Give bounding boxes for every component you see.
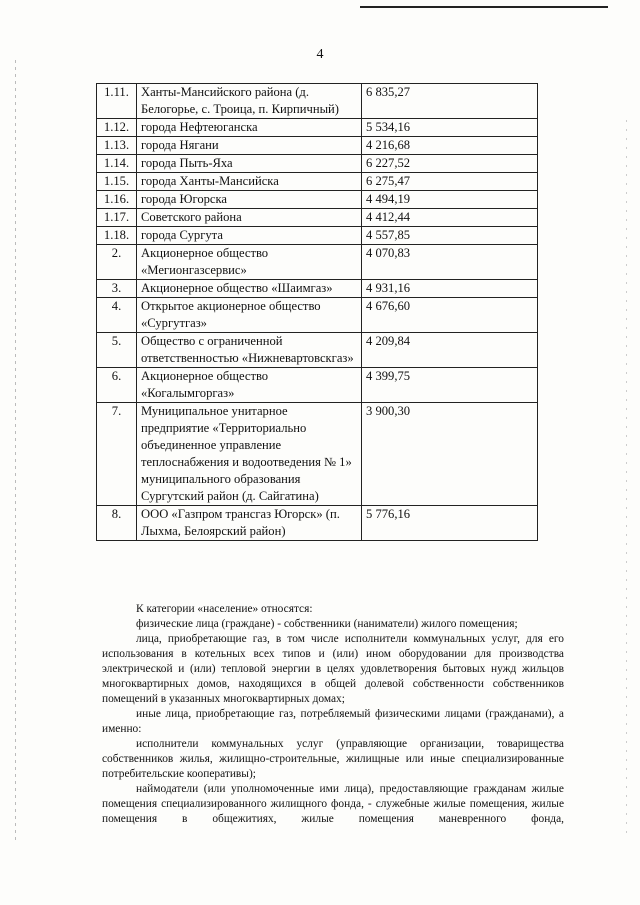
- row-number: 1.15.: [97, 173, 137, 191]
- supplier-name: Акционерное общество «Шаимгаз»: [137, 280, 362, 298]
- tariff-value: 6 835,27: [362, 84, 538, 119]
- paragraph-other-persons: иные лица, приобретающие газ, потребляемый физическими лицами (гражданами), а именно:: [102, 708, 564, 735]
- supplier-name: Акционерное общество «Когалымгоргаз»: [137, 368, 362, 403]
- supplier-name: города Ханты-Мансийска: [137, 173, 362, 191]
- supplier-name: Открытое акционерное общество «Сургутгаз»: [137, 298, 362, 333]
- supplier-name: ООО «Газпром трансгаз Югорск» (п. Лыхма, Белоярский район): [137, 506, 362, 541]
- paragraph-intro: К категории «население» относятся:: [136, 603, 313, 615]
- table-row: [97, 368, 538, 403]
- paragraph-utility-providers: исполнители коммунальных услуг (управляющие организации, товарищества собственников жилья, жилищно-строительные, жилищные или иные специализированные потребительские кооперативы);: [102, 738, 564, 780]
- supplier-name: города Пыть-Яха: [137, 155, 362, 173]
- table-row: [97, 506, 538, 541]
- row-number: 6.: [97, 368, 137, 403]
- row-number: 1.17.: [97, 209, 137, 227]
- tariff-value: 4 216,68: [362, 137, 538, 155]
- row-number: 1.12.: [97, 119, 137, 137]
- tariff-value: 4 557,85: [362, 227, 538, 245]
- supplier-name: Акционерное общество «Мегионгазсервис»: [137, 245, 362, 280]
- row-number: 8.: [97, 506, 137, 541]
- table-row: [97, 403, 538, 506]
- tariff-table: [96, 83, 538, 541]
- scan-edge: [626, 120, 627, 840]
- row-number: 4.: [97, 298, 137, 333]
- row-number: 1.14.: [97, 155, 137, 173]
- supplier-name: Ханты-Мансийского района (д. Белогорье, с. Троица, п. Кирпичный): [137, 84, 362, 119]
- table-row: [97, 84, 538, 119]
- table-row: [97, 298, 538, 333]
- supplier-name: города Нягани: [137, 137, 362, 155]
- tariff-value: 4 412,44: [362, 209, 538, 227]
- table-row: [97, 137, 538, 155]
- tariff-value: 4 494,19: [362, 191, 538, 209]
- supplier-name: города Нефтеюганска: [137, 119, 362, 137]
- table-row: [97, 245, 538, 280]
- table-row: [97, 227, 538, 245]
- definitions-text: [102, 602, 564, 827]
- tariff-value: 3 900,30: [362, 403, 538, 506]
- table-row: [97, 155, 538, 173]
- supplier-name: города Югорска: [137, 191, 362, 209]
- supplier-name: Советского района: [137, 209, 362, 227]
- table-row: [97, 173, 538, 191]
- row-number: 1.16.: [97, 191, 137, 209]
- table-row: [97, 209, 538, 227]
- row-number: 7.: [97, 403, 137, 506]
- top-rule: [360, 6, 608, 8]
- paragraph-gas-buyers: лица, приобретающие газ, в том числе исполнители коммунальных услуг, для его использования в котельных всех типов и (или) ином оборудовании для производства электрической и (или) тепловой энергии в целях удовлетворения бытовых нужд жильцов многоквартирных домов, находящихся в общей долевой собственности собственников помещений в указанных многоквартирных домах;: [102, 633, 564, 705]
- tariff-value: 4 399,75: [362, 368, 538, 403]
- row-number: 1.11.: [97, 84, 137, 119]
- row-number: 1.13.: [97, 137, 137, 155]
- tariff-value: 4 931,16: [362, 280, 538, 298]
- row-number: 2.: [97, 245, 137, 280]
- tariff-value: 4 676,60: [362, 298, 538, 333]
- table-row: [97, 191, 538, 209]
- row-number: 5.: [97, 333, 137, 368]
- page-number: 4: [316, 47, 324, 62]
- row-number: 1.18.: [97, 227, 137, 245]
- paragraph-individuals: физические лица (граждане) - собственники (наниматели) жилого помещения;: [136, 618, 518, 630]
- table-row: [97, 280, 538, 298]
- tariff-value: 5 776,16: [362, 506, 538, 541]
- supplier-name: города Сургута: [137, 227, 362, 245]
- binding-edge: [15, 60, 16, 840]
- paragraph-landlords: наймодатели (или уполномоченные ими лица), предоставляющие гражданам жилые помещения специализированного жилищного фонда, - служебные жилые помещения, жилые помещения в общежитиях, жилые помещения маневренного фонда,: [102, 783, 564, 825]
- table-row: [97, 119, 538, 137]
- tariff-value: 4 209,84: [362, 333, 538, 368]
- table-row: [97, 333, 538, 368]
- tariff-value: 4 070,83: [362, 245, 538, 280]
- tariff-value: 5 534,16: [362, 119, 538, 137]
- supplier-name: Муниципальное унитарное предприятие «Территориально объединенное управление теплоснабжения и водоотведения № 1» муниципального образования Сургутский район (д. Сайгатина): [137, 403, 362, 506]
- supplier-name: Общество с ограниченной ответственностью «Нижневартовскгаз»: [137, 333, 362, 368]
- row-number: 3.: [97, 280, 137, 298]
- tariff-value: 6 275,47: [362, 173, 538, 191]
- tariff-value: 6 227,52: [362, 155, 538, 173]
